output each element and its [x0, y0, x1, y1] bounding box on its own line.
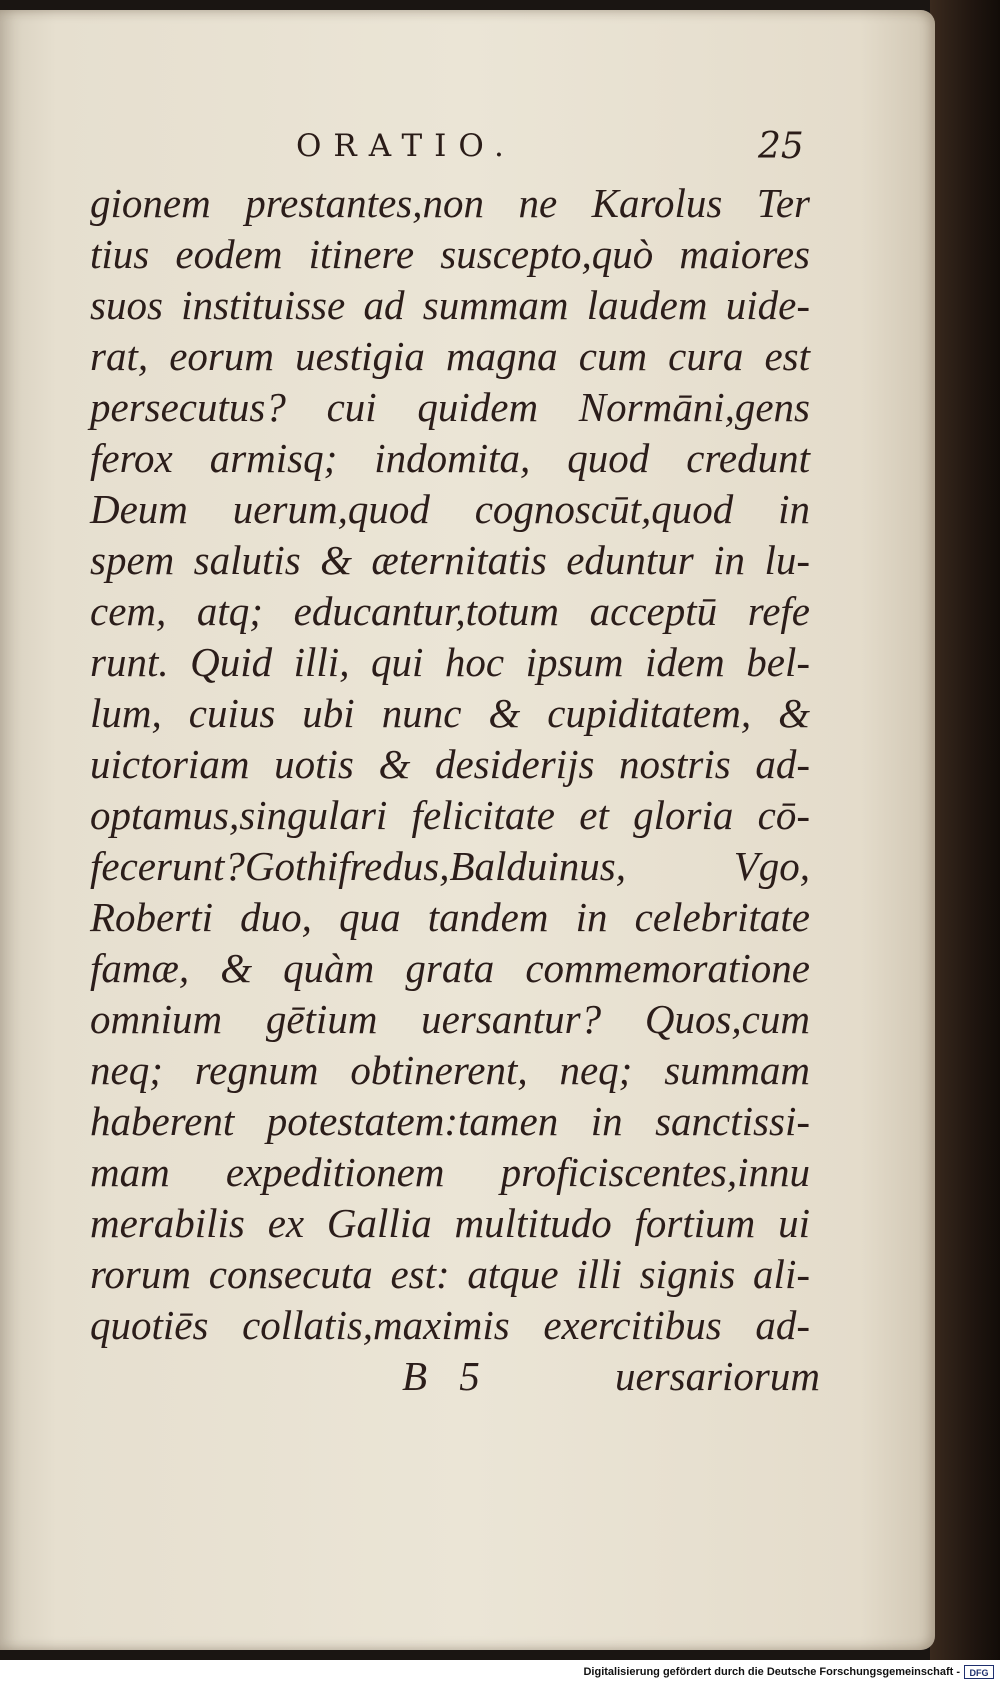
dfg-logo: DFG: [964, 1665, 994, 1679]
text-line: gionem prestantes,non ne Karolus Ter: [90, 180, 810, 226]
book-page: [0, 10, 935, 1650]
text-line: optamus,singulari felicitate et gloria cō-: [90, 792, 810, 838]
catchword: uersariorum: [614, 1353, 820, 1399]
page-header: [0, 128, 935, 178]
text-line: tius eodem itinere susсepto,quò maiores: [90, 231, 810, 277]
text-line: lum, cuius ubi nunc & cupiditatem, &: [90, 690, 810, 736]
text-line: runt. Quid illi, qui hoc ipsum idem bel-: [90, 639, 810, 685]
page-number: 25: [758, 126, 804, 167]
text-line: suos instituisse ad summam laudem uide-: [90, 282, 810, 328]
text-line: neq; regnum obtinerent, neq; summam: [90, 1047, 810, 1093]
text-line: rat, eorum uestigia magna cum cura est: [90, 333, 810, 379]
text-line: rorum consecuta est: atque illi signis ali-: [90, 1251, 810, 1297]
text-line: cem, atq; educantur,totum acceptū refe: [90, 588, 810, 634]
text-line: ferox armisq; indomita, quod credunt: [90, 435, 810, 481]
book-cover-edge: [930, 0, 1000, 1660]
text-line: Deum uerum,quod cognoscūt,quod in: [90, 486, 810, 532]
text-line: omnium gētium uersantur? Quos,cum: [90, 996, 810, 1042]
text-line: persecutus? cui quidem Normāni,gens: [90, 384, 810, 430]
text-line: merabilis ex Gallia multitudo fortium ui: [90, 1200, 810, 1246]
text-line: spem salutis & æternitatis eduntur in lu-: [90, 537, 810, 583]
page-footer-row: [90, 1352, 820, 1402]
text-line: mam expeditionem proficiscentes,innu: [90, 1149, 810, 1195]
text-line: uictoriam uotis & desiderijs nostris ad-: [90, 741, 810, 787]
text-line: famæ, & quàm grata commemoratione: [90, 945, 810, 991]
signature-mark: B 5: [402, 1353, 480, 1399]
text-line: quotiēs collatis,maximis exercitibus ad-: [90, 1302, 810, 1348]
text-line: fecerunt?Gothifredus,Balduinus, Vgo,: [90, 843, 810, 889]
funding-notice: Digitalisierung gefördert durch die Deutsche Forschungsgemeinschaft -: [583, 1666, 960, 1678]
text-block: [90, 178, 810, 1351]
funding-strip: [0, 1660, 1000, 1689]
text-line: Roberti duo, qua tandem in celebritate: [90, 894, 810, 940]
running-head: ORATIO.: [296, 128, 516, 164]
text-line: haberent potestatem:tamen in sanctissi-: [90, 1098, 810, 1144]
